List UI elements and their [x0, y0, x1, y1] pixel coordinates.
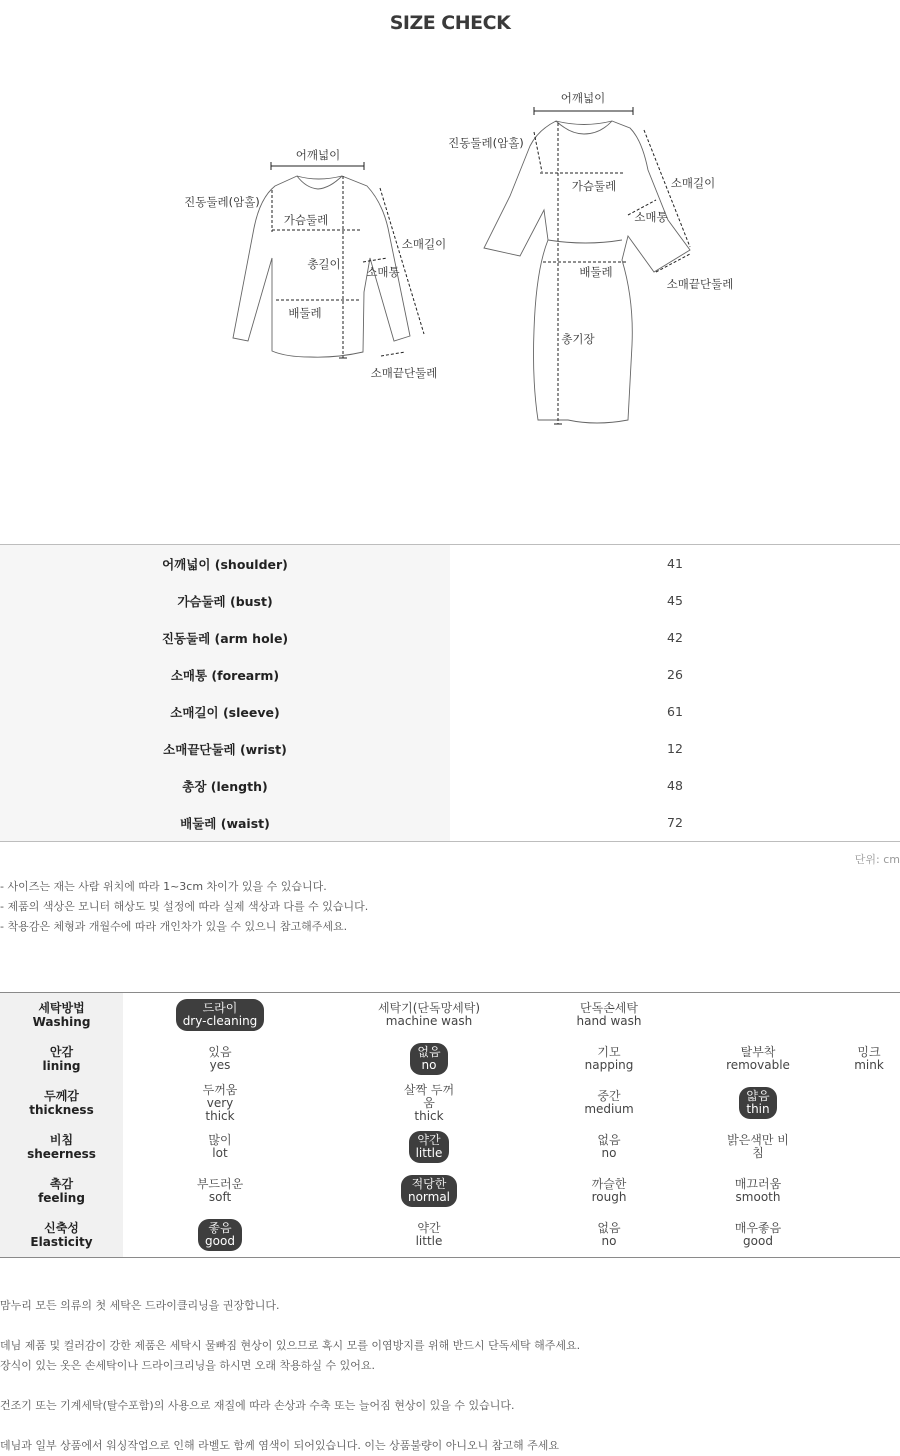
size-table: [0, 544, 900, 842]
size-row-shoulder: [0, 545, 900, 582]
top-bust-label: 가슴둘레: [283, 213, 329, 227]
option-ko: 매우좋음: [734, 1221, 782, 1235]
care-head-en: sheerness: [27, 1147, 96, 1161]
size-label: 총장 (length): [0, 767, 450, 804]
option-line: very: [206, 1095, 234, 1110]
top-shoulder-label: 어깨넓이: [295, 148, 341, 162]
size-row-waist: [0, 804, 900, 841]
option-en: 침: [752, 1146, 764, 1160]
care-option: [708, 1125, 808, 1169]
option-en: napping: [584, 1058, 634, 1072]
care-option: [558, 1081, 660, 1125]
option-en: dry-cleaning: [182, 1014, 258, 1028]
size-label: 소매통 (forearm): [0, 656, 450, 693]
option-ko: 얇음: [746, 1089, 770, 1103]
top-length-label: 총길이: [307, 257, 341, 271]
option-line: 두꺼움: [202, 1082, 238, 1097]
care-option: [369, 1213, 489, 1257]
option-en: yes: [209, 1058, 231, 1072]
option-en: smooth: [735, 1190, 781, 1204]
size-row-sleeve: [0, 693, 900, 730]
care-note: 맘누리 모든 의류의 첫 세탁은 드라이클리닝을 권장합니다.: [0, 1299, 280, 1312]
care-head-en: Washing: [32, 1015, 91, 1029]
care-option: [558, 1037, 660, 1081]
dress-sleeve-label: 소매길이: [670, 176, 716, 190]
option-en: no: [601, 1146, 617, 1160]
care-notes: [0, 1296, 580, 1456]
care-head-ko: 비침: [49, 1133, 74, 1147]
care-note: 건조기 또는 기계세탁(탈수포함)의 사용으로 재질에 따라 손상과 수축 또는 늘어짐 현상이 있을 수 있습니다.: [0, 1399, 515, 1412]
care-option: [558, 1169, 660, 1213]
unit-label: 단위: cm: [854, 853, 900, 866]
dress-waist-label: 배둘레: [579, 265, 613, 279]
care-option: [558, 1213, 660, 1257]
option-en: no: [601, 1234, 617, 1248]
care-option: [558, 993, 660, 1037]
garment-diagram: [0, 70, 900, 450]
size-label: 소매끝단둘레 (wrist): [0, 730, 450, 767]
care-option-selected: [369, 1125, 489, 1169]
care-note: 데님 제품 및 컬러감이 강한 제품은 세탁시 물빠짐 현상이 있으므로 혹시 모를 이염방지를 위해 반드시 단독세탁 해주세요.: [0, 1339, 581, 1352]
care-option: [168, 1081, 272, 1125]
top-waist-label: 배둘레: [288, 306, 322, 320]
care-head-en: Elasticity: [30, 1235, 93, 1249]
care-head-washing: [0, 993, 123, 1037]
option-ko: 좋음: [208, 1221, 232, 1235]
care-option: [168, 1125, 272, 1169]
care-option: [708, 1213, 808, 1257]
option-ko: 기모: [597, 1045, 621, 1059]
care-head-thickness: [0, 1081, 123, 1125]
care-option-selected: [369, 1169, 489, 1213]
option-ko: 적당한: [411, 1177, 447, 1191]
care-head-ko: 신축성: [44, 1221, 79, 1235]
size-label: 어깨넓이 (shoulder): [0, 545, 450, 582]
size-row-armhole: [0, 619, 900, 656]
care-head-ko: 세탁방법: [38, 1001, 85, 1015]
option-en: rough: [591, 1190, 627, 1204]
dress-bust-label: 가슴둘레: [571, 179, 617, 193]
size-label: 소매길이 (sleeve): [0, 693, 450, 730]
option-en: soft: [208, 1190, 232, 1204]
option-line: thick: [414, 1108, 444, 1123]
care-head-en: lining: [42, 1059, 81, 1073]
dress-length-label: 총기장: [561, 332, 595, 346]
size-notes: [0, 877, 368, 937]
option-ko: 있음: [208, 1045, 232, 1059]
option-en: thin: [746, 1102, 770, 1116]
size-label: 가슴둘레 (bust): [0, 582, 450, 619]
dress-shoulder-label: 어깨넓이: [560, 91, 606, 105]
size-value: 41: [667, 556, 683, 571]
care-head-en: feeling: [38, 1191, 85, 1205]
option-en: medium: [584, 1102, 634, 1116]
care-note: [0, 1316, 580, 1336]
dress-forearm-label: 소매통: [634, 210, 668, 224]
top-measure-lines: [271, 162, 424, 358]
care-option: [168, 1169, 272, 1213]
size-row-bust: [0, 582, 900, 619]
option-line: thick: [205, 1108, 235, 1123]
size-row-length: [0, 767, 900, 804]
care-option-selected: [168, 1213, 272, 1257]
option-en: normal: [407, 1190, 451, 1204]
care-option: [558, 1125, 660, 1169]
size-row-wrist: [0, 730, 900, 767]
option-ko: 단독손세탁: [580, 1001, 638, 1015]
option-en: little: [415, 1146, 443, 1160]
care-note: [0, 1416, 580, 1436]
size-label: 배둘레 (waist): [0, 804, 450, 841]
care-option-selected: [168, 993, 272, 1037]
care-head-sheerness: [0, 1125, 123, 1169]
option-ko: 부드러운: [196, 1177, 244, 1191]
size-note: - 사이즈는 재는 사람 위치에 따라 1~3cm 차이가 있을 수 있습니다.: [0, 880, 327, 893]
option-en: removable: [726, 1058, 790, 1072]
option-ko: 약간: [417, 1133, 441, 1147]
option-en: hand wash: [576, 1014, 642, 1028]
page-title: SIZE CHECK: [389, 12, 511, 34]
care-row-feeling: [0, 1169, 900, 1213]
care-note: 장식이 있는 옷은 손세탁이나 드라이크리닝을 하시면 오래 착용하실 수 있어요.: [0, 1359, 375, 1372]
option-en: mink: [854, 1058, 884, 1072]
care-head-lining: [0, 1037, 123, 1081]
option-ko: 세탁기(단독망세탁): [377, 1001, 481, 1015]
option-ko: 밝은색만 비: [727, 1133, 789, 1147]
option-ko: 없음: [597, 1133, 621, 1147]
option-line: 살짝 두꺼: [403, 1082, 455, 1097]
care-head-ko: 두께감: [44, 1089, 79, 1103]
dress-wrist-label: 소매끝단둘레: [666, 277, 734, 291]
care-head-ko: 촉감: [49, 1177, 74, 1191]
option-en: machine wash: [385, 1014, 473, 1028]
option-ko: 없음: [417, 1045, 441, 1059]
care-note: [0, 1376, 580, 1396]
care-head-ko: 안감: [49, 1045, 74, 1059]
size-value: 61: [667, 704, 683, 719]
size-note: - 제품의 색상은 모니터 해상도 및 설정에 따라 실제 색상과 다를 수 있습니다.: [0, 900, 369, 913]
size-value: 12: [667, 741, 683, 756]
option-ko: 까슬한: [591, 1177, 627, 1191]
care-note: 데님과 일부 상품에서 워싱작업으로 인해 라벨도 함께 염색이 되어있습니다. 이는 상품불량이 아니오니 참고해 주세요: [0, 1439, 559, 1452]
size-value: 72: [667, 815, 683, 830]
option-en: good: [205, 1234, 235, 1248]
care-option: [168, 1037, 272, 1081]
option-en: good: [743, 1234, 773, 1248]
care-table: [0, 992, 900, 1258]
option-ko: 밍크: [857, 1045, 881, 1059]
care-head-elasticity: [0, 1213, 123, 1257]
care-row-sheerness: [0, 1125, 900, 1169]
care-row-thickness: [0, 1081, 900, 1125]
size-diagram: [0, 70, 900, 450]
size-label: 진동둘레 (arm hole): [0, 619, 450, 656]
care-head-en: thickness: [29, 1103, 94, 1117]
option-ko: 약간: [417, 1221, 441, 1235]
option-ko: 중간: [597, 1089, 621, 1103]
size-row-forearm: [0, 656, 900, 693]
care-row-washing: [0, 993, 900, 1037]
dress-armhole-label: 진동둘레(암홀): [448, 136, 524, 150]
option-line: 움: [423, 1095, 435, 1110]
care-option: [708, 1037, 808, 1081]
size-value: 48: [667, 778, 683, 793]
option-en: no: [421, 1058, 437, 1072]
care-row-elasticity: [0, 1213, 900, 1257]
care-row-lining: [0, 1037, 900, 1081]
option-ko: 탈부착: [740, 1045, 776, 1059]
option-en: lot: [212, 1146, 228, 1160]
size-value: 42: [667, 630, 683, 645]
top-sleeve-label: 소매길이: [401, 237, 447, 251]
care-option-selected: [708, 1081, 808, 1125]
top-wrist-label: 소매끝단둘레: [370, 366, 438, 380]
option-ko: 많이: [208, 1133, 232, 1147]
option-ko: 드라이: [202, 1001, 238, 1015]
top-forearm-label: 소매통: [366, 265, 400, 279]
option-ko: 매끄러움: [734, 1177, 782, 1191]
care-option: [369, 993, 489, 1037]
option-en: little: [415, 1234, 443, 1248]
care-option: [838, 1037, 900, 1081]
care-option: [708, 1169, 808, 1213]
care-head-feeling: [0, 1169, 123, 1213]
care-option: [369, 1081, 489, 1125]
care-option-selected: [369, 1037, 489, 1081]
option-ko: 없음: [597, 1221, 621, 1235]
top-armhole-label: 진동둘레(암홀): [184, 195, 260, 209]
size-note: - 착용감은 체형과 개월수에 따라 개인차가 있을 수 있으니 참고해주세요.: [0, 920, 348, 933]
size-value: 26: [667, 667, 683, 682]
size-value: 45: [667, 593, 683, 608]
